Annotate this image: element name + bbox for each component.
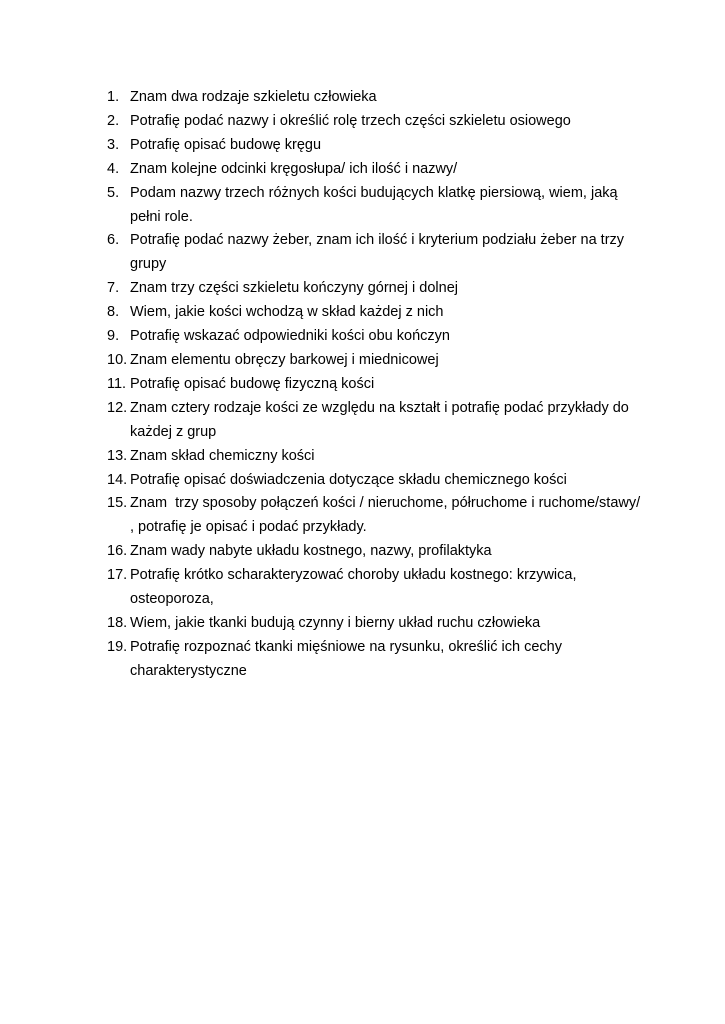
item-number: 12. (107, 399, 128, 416)
list-item (107, 349, 647, 373)
item-number: 19. (107, 638, 128, 655)
list-item (107, 540, 647, 564)
item-text: Znam dwa rodzaje szkieletu człowieka (130, 89, 377, 105)
item-text: Potrafię podać nazwy i określić rolę trzech części szkieletu osiowego (130, 112, 571, 129)
item-text: Znam wady nabyte układu kostnego, nazwy, profilaktyka (130, 543, 492, 560)
item-text: Potrafię krótko scharakteryzować choroby układu kostnego: krzywica, osteoporoza, (130, 567, 581, 608)
item-number: 10. (107, 351, 128, 368)
item-text: Wiem, jakie kości wchodzą w skład każdej z nich (130, 304, 444, 321)
item-text: Potrafię podać nazwy żeber, znam ich ilość i kryterium podziału żeber na trzy grupy (130, 232, 629, 273)
item-text: Wiem, jakie tkanki budują czynny i bierny układ ruchu człowieka (130, 614, 541, 631)
list-item (107, 492, 647, 540)
list-item (107, 301, 647, 325)
item-text: Potrafię wskazać odpowiedniki kości obu kończyn (130, 328, 450, 345)
item-number: 9. (107, 328, 120, 345)
item-text: Znam kolejne odcinki kręgosłupa/ ich ilość i nazwy/ (130, 160, 458, 177)
item-number: 3. (107, 136, 120, 153)
item-number: 11. (107, 375, 127, 392)
list-item (107, 277, 647, 301)
item-number: 2. (107, 112, 120, 129)
item-text: Potrafię opisać doświadczenia dotyczące składu chemicznego kości (130, 471, 567, 488)
list-item (107, 229, 647, 277)
list-item (107, 636, 647, 684)
item-text: Podam nazwy trzech różnych kości budujących klatkę piersiową, wiem, jaką pełni role. (130, 184, 622, 225)
item-number: 16. (107, 543, 128, 560)
list-item (107, 86, 647, 110)
item-text: Znam skład chemiczny kości (130, 447, 315, 464)
item-number: 5. (107, 184, 120, 201)
list-item (107, 158, 647, 182)
requirements-list (107, 86, 647, 684)
item-number: 7. (107, 280, 120, 297)
item-text: Potrafię opisać budowę kręgu (130, 136, 322, 153)
item-text: Potrafię rozpoznać tkanki mięśniowe na rysunku, określić ich cechy charakterystyczne (130, 638, 567, 679)
list-item (107, 373, 647, 397)
item-text: Znam trzy sposoby połączeń kości / nieruchome, półruchome i ruchome/stawy/ , potrafię je opisać i podać przykłady. (130, 495, 645, 536)
item-number: 14. (107, 471, 128, 488)
item-number: 4. (107, 160, 120, 177)
list-item (107, 110, 647, 134)
list-item (107, 325, 647, 349)
item-number: 13. (107, 447, 128, 464)
item-number: 6. (107, 232, 120, 249)
list-item (107, 182, 647, 230)
item-text: Znam cztery rodzaje kości ze względu na kształt i potrafię podać przykłady do każdej z grup (130, 399, 633, 440)
item-number: 8. (107, 304, 120, 321)
list-item (107, 612, 647, 636)
item-number: 15. (107, 495, 128, 512)
item-text: Znam elementu obręczy barkowej i miednicowej (130, 351, 439, 368)
list-item (107, 445, 647, 469)
item-number: 17. (107, 567, 128, 584)
item-number: 1. (107, 89, 120, 105)
list-item (107, 469, 647, 493)
item-text: Znam trzy części szkieletu kończyny górnej i dolnej (130, 280, 458, 297)
list-item (107, 134, 647, 158)
item-text: Potrafię opisać budowę fizyczną kości (130, 375, 375, 392)
list-item (107, 397, 647, 445)
list-item (107, 564, 647, 612)
item-number: 18. (107, 614, 128, 631)
